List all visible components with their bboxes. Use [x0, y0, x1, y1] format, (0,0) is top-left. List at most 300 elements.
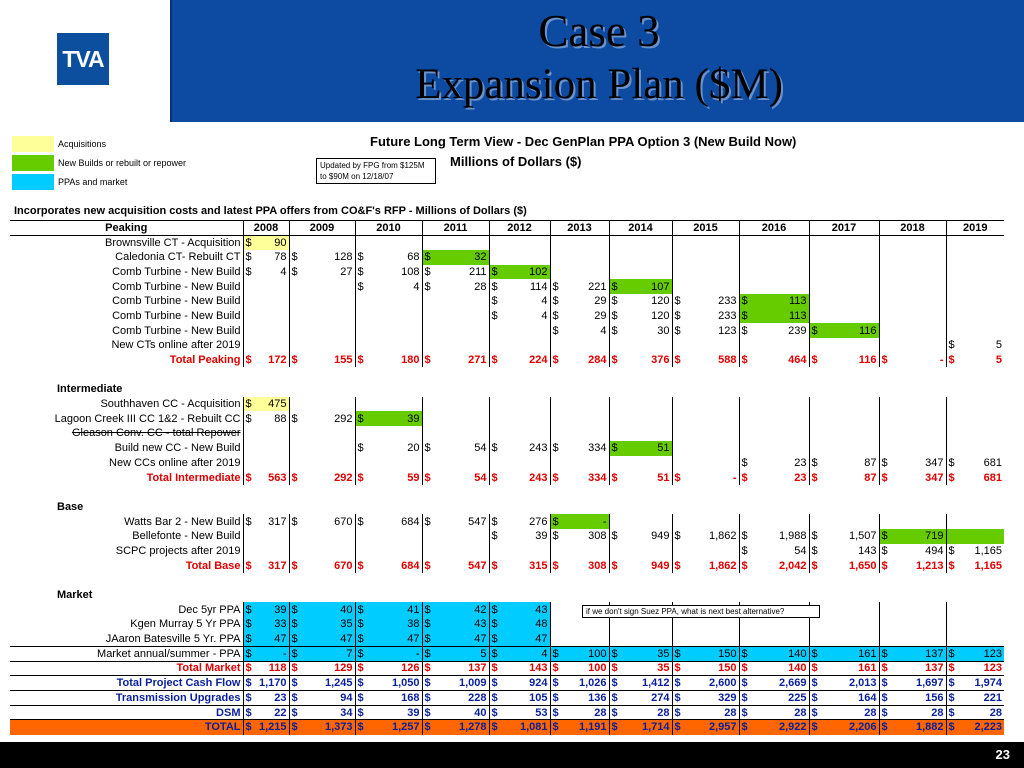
value-cell: 123	[718, 324, 737, 337]
value-cell: 334	[588, 442, 607, 455]
value-cell	[893, 617, 946, 632]
dollar-sign	[550, 617, 564, 632]
value-cell: 271	[468, 354, 487, 367]
value-cell: 140	[753, 661, 809, 676]
dollar-sign: $	[289, 558, 303, 573]
value-cell	[753, 411, 809, 426]
dollar-sign	[946, 411, 960, 426]
dollar-sign: $	[422, 676, 436, 691]
slide-footer	[0, 742, 1024, 768]
dollar-sign	[879, 235, 893, 250]
dollar-sign	[739, 632, 753, 647]
value-cell: 4	[541, 309, 548, 322]
value-cell	[753, 279, 809, 294]
dollar-sign	[672, 514, 686, 529]
value-cell	[564, 456, 609, 471]
value-cell: 1,165	[974, 544, 1003, 557]
dollar-sign: $	[355, 705, 369, 720]
dollar-sign: $	[946, 353, 960, 368]
dollar-sign	[355, 309, 369, 324]
value-cell: 2,669	[753, 676, 809, 691]
dollar-sign: $	[672, 646, 686, 661]
value-cell: 5	[995, 339, 1003, 352]
value-cell: 1,215	[257, 720, 289, 735]
dollar-sign: $	[355, 470, 369, 485]
value-cell	[369, 309, 422, 324]
value-cell	[503, 411, 550, 426]
value-cell: 113	[753, 294, 809, 309]
value-cell: -	[564, 514, 609, 529]
dollar-sign	[672, 338, 686, 353]
dollar-sign: $	[422, 661, 436, 676]
dollar-sign: $	[609, 441, 623, 456]
dollar-sign	[243, 323, 257, 338]
section-label: Market	[57, 589, 93, 602]
value-cell: 28	[823, 705, 879, 720]
value-cell: 40	[436, 705, 489, 720]
value-cell: 274	[623, 691, 672, 706]
value-cell	[893, 323, 946, 338]
value-cell: 315	[529, 559, 548, 572]
row-label: Southhaven CC - Acquisition	[100, 398, 241, 411]
value-cell: 20	[407, 442, 420, 455]
dollar-sign: $	[289, 646, 303, 661]
value-cell: -	[939, 354, 944, 367]
value-cell	[369, 323, 422, 338]
value-cell: 120	[651, 295, 670, 308]
value-cell	[257, 279, 289, 294]
dollar-sign	[289, 544, 303, 559]
header-cell-year: 2017	[809, 221, 879, 236]
dollar-sign	[879, 514, 893, 529]
dollar-sign	[609, 426, 623, 441]
dollar-sign: $	[355, 646, 369, 661]
dollar-sign: $	[609, 661, 623, 676]
table-units: Millions of Dollars ($)	[450, 154, 582, 169]
value-cell	[893, 514, 946, 529]
dollar-sign	[739, 397, 753, 412]
dollar-sign: $	[809, 544, 823, 559]
total-row	[10, 470, 1004, 485]
value-cell	[303, 529, 355, 544]
value-cell	[823, 338, 879, 353]
value-cell	[436, 397, 489, 412]
dollar-sign: $	[489, 441, 503, 456]
dollar-sign	[550, 397, 564, 412]
value-cell	[623, 397, 672, 412]
value-cell	[823, 632, 879, 647]
value-cell: 53	[503, 705, 550, 720]
dollar-sign: $	[550, 720, 564, 735]
value-cell: 128	[334, 251, 353, 264]
dollar-sign	[609, 456, 623, 471]
legend-item-acquisitions	[12, 136, 106, 152]
dollar-sign: $	[809, 323, 823, 338]
summary-row	[10, 705, 1004, 720]
dollar-sign: $	[672, 720, 686, 735]
value-cell	[893, 279, 946, 294]
value-cell	[823, 397, 879, 412]
value-cell	[564, 235, 609, 250]
value-cell	[436, 309, 489, 324]
value-cell: 29	[594, 309, 607, 322]
value-cell: 1,697	[893, 676, 946, 691]
dollar-sign: $	[879, 353, 893, 368]
value-cell	[303, 294, 355, 309]
dollar-sign: $	[879, 705, 893, 720]
value-cell	[436, 323, 489, 338]
dollar-sign	[489, 235, 503, 250]
dollar-sign: $	[879, 456, 893, 471]
value-cell	[257, 338, 289, 353]
value-cell	[960, 411, 1004, 426]
value-cell: 39	[257, 602, 289, 617]
dollar-sign	[809, 250, 823, 265]
value-cell: 156	[893, 691, 946, 706]
value-cell	[893, 602, 946, 617]
dollar-sign	[609, 338, 623, 353]
header-cell-year: 2008	[243, 221, 289, 236]
dollar-sign	[550, 265, 564, 280]
dollar-sign: $	[422, 250, 436, 265]
dollar-sign: $	[489, 353, 503, 368]
value-cell: 221	[960, 691, 1004, 706]
dollar-sign	[550, 602, 564, 617]
dollar-sign: $	[672, 353, 686, 368]
dollar-sign	[946, 426, 960, 441]
dollar-sign: $	[550, 294, 564, 309]
dollar-sign: $	[289, 250, 303, 265]
value-cell	[564, 544, 609, 559]
value-cell	[436, 235, 489, 250]
value-cell: 100	[564, 661, 609, 676]
dollar-sign: $	[809, 646, 823, 661]
dollar-sign	[550, 338, 564, 353]
value-cell	[503, 456, 550, 471]
value-cell	[369, 235, 422, 250]
value-cell: 90	[257, 235, 289, 250]
dollar-sign	[809, 397, 823, 412]
value-cell: 1,714	[623, 720, 672, 735]
value-cell: 118	[257, 661, 289, 676]
dollar-sign	[243, 441, 257, 456]
header-cell-year: 2010	[355, 221, 422, 236]
dollar-sign: $	[672, 309, 686, 324]
dollar-sign	[243, 426, 257, 441]
dollar-sign: $	[550, 441, 564, 456]
legend-label: PPAs and market	[58, 177, 128, 187]
value-cell: 1,650	[849, 559, 877, 572]
value-cell: 155	[334, 354, 353, 367]
dollar-sign: $	[946, 661, 960, 676]
value-cell: 129	[303, 661, 355, 676]
value-cell	[564, 250, 609, 265]
value-cell	[960, 294, 1004, 309]
value-cell: 547	[468, 559, 487, 572]
dollar-sign	[946, 250, 960, 265]
value-cell: 54	[474, 442, 487, 455]
value-cell: 43	[436, 617, 489, 632]
dollar-sign: $	[355, 353, 369, 368]
dollar-sign: $	[489, 309, 503, 324]
dollar-sign: $	[550, 529, 564, 544]
dollar-sign	[672, 426, 686, 441]
dollar-sign	[739, 411, 753, 426]
row-label: Brownsville CT - Acquisition	[104, 236, 241, 249]
value-cell: 547	[468, 515, 487, 528]
dollar-sign	[550, 426, 564, 441]
value-cell	[753, 235, 809, 250]
dollar-sign: $	[550, 323, 564, 338]
row-label: Lagoon Creek III CC 1&2 - Rebuilt CC	[54, 412, 241, 425]
dollar-sign	[672, 397, 686, 412]
dollar-sign: $	[879, 470, 893, 485]
dollar-sign	[355, 426, 369, 441]
value-cell	[893, 265, 946, 280]
header-cell-year: 2015	[672, 221, 739, 236]
dollar-sign: $	[289, 632, 303, 647]
dollar-sign: $	[489, 558, 503, 573]
dollar-sign: $	[550, 646, 564, 661]
dollar-sign	[946, 617, 960, 632]
dollar-sign	[422, 294, 436, 309]
dollar-sign: $	[289, 514, 303, 529]
section-header-row	[10, 382, 1004, 397]
value-cell: 34	[303, 705, 355, 720]
value-cell: 39	[535, 530, 548, 543]
dollar-sign	[879, 441, 893, 456]
value-cell	[369, 426, 422, 441]
row-label: Kgen Murray 5 Yr PPA	[130, 618, 241, 631]
dollar-sign: $	[609, 309, 623, 324]
blank-row	[10, 485, 1004, 500]
dollar-sign: $	[489, 720, 503, 735]
dollar-sign: $	[672, 294, 686, 309]
dollar-sign	[550, 456, 564, 471]
value-cell: 684	[401, 515, 420, 528]
value-cell: 120	[651, 309, 670, 322]
value-cell: 334	[588, 471, 607, 484]
dollar-sign: $	[946, 705, 960, 720]
dollar-sign: $	[289, 676, 303, 691]
value-cell: 68	[407, 251, 420, 264]
value-cell	[960, 235, 1004, 250]
dollar-sign	[809, 279, 823, 294]
header-cell-year: 2011	[422, 221, 489, 236]
dollar-sign	[355, 338, 369, 353]
value-cell: 114	[529, 280, 548, 293]
value-cell	[823, 279, 879, 294]
value-cell: 7	[303, 646, 355, 661]
dollar-sign	[672, 456, 686, 471]
dollar-sign: $	[550, 470, 564, 485]
row-label: Comb Turbine - New Build	[112, 309, 241, 322]
dollar-sign	[243, 309, 257, 324]
value-cell: 43	[503, 602, 550, 617]
value-cell: 87	[864, 456, 877, 469]
dollar-sign: $	[809, 456, 823, 471]
dollar-sign: $	[243, 646, 257, 661]
dollar-sign	[289, 323, 303, 338]
value-cell: 284	[588, 354, 607, 367]
dollar-sign: $	[422, 441, 436, 456]
dollar-sign: $	[289, 470, 303, 485]
value-cell: 161	[823, 646, 879, 661]
dollar-sign	[422, 309, 436, 324]
table-row	[10, 265, 1004, 280]
dollar-sign: $	[422, 720, 436, 735]
dollar-sign	[809, 514, 823, 529]
dollar-sign	[672, 617, 686, 632]
dollar-sign: $	[243, 691, 257, 706]
row-label: Comb Turbine - New Build	[112, 265, 241, 278]
value-cell	[686, 235, 739, 250]
value-cell: 22	[257, 705, 289, 720]
dollar-sign	[809, 265, 823, 280]
dollar-sign	[609, 265, 623, 280]
value-cell: 41	[369, 602, 422, 617]
value-cell: 924	[503, 676, 550, 691]
value-cell: 116	[858, 354, 877, 367]
dollar-sign: $	[355, 558, 369, 573]
dollar-sign: $	[289, 353, 303, 368]
dollar-sign: $	[355, 720, 369, 735]
dollar-sign	[609, 514, 623, 529]
dollar-sign	[489, 338, 503, 353]
value-cell	[753, 426, 809, 441]
value-cell: 35	[303, 617, 355, 632]
value-cell: 150	[686, 661, 739, 676]
row-label: Watts Bar 2 - New Build	[124, 515, 241, 528]
dollar-sign	[355, 544, 369, 559]
value-cell: 308	[588, 559, 607, 572]
dollar-sign	[809, 294, 823, 309]
value-cell: 2,206	[823, 720, 879, 735]
dollar-sign: $	[672, 558, 686, 573]
value-cell	[893, 309, 946, 324]
dollar-sign	[550, 544, 564, 559]
value-cell: 105	[503, 691, 550, 706]
value-cell	[623, 632, 672, 647]
dollar-sign: $	[243, 602, 257, 617]
value-cell	[303, 544, 355, 559]
dollar-sign: $	[355, 691, 369, 706]
dollar-sign: $	[422, 705, 436, 720]
value-cell	[960, 309, 1004, 324]
value-cell: 180	[401, 354, 420, 367]
slide-header	[0, 0, 1024, 122]
value-cell	[436, 426, 489, 441]
value-cell: 40	[303, 602, 355, 617]
table-header-row	[10, 221, 1004, 236]
dollar-sign	[739, 514, 753, 529]
value-cell	[893, 250, 946, 265]
dollar-sign	[739, 426, 753, 441]
value-cell: 172	[268, 354, 287, 367]
value-cell	[503, 397, 550, 412]
dollar-sign: $	[809, 353, 823, 368]
value-cell	[369, 456, 422, 471]
section-label: Intermediate	[57, 383, 123, 396]
dollar-sign	[879, 617, 893, 632]
table-row	[10, 632, 1004, 647]
dollar-sign: $	[672, 323, 686, 338]
legend-swatch	[12, 174, 54, 190]
dollar-sign	[609, 632, 623, 647]
value-cell	[823, 411, 879, 426]
value-cell: 47	[503, 632, 550, 647]
dollar-sign: $	[946, 470, 960, 485]
table-row	[10, 617, 1004, 632]
expansion-plan-table	[10, 220, 1004, 735]
value-cell: 113	[753, 309, 809, 324]
legend-item-ppas	[12, 174, 127, 190]
dollar-sign: $	[672, 705, 686, 720]
value-cell: 1,974	[960, 676, 1004, 691]
dollar-sign: $	[609, 720, 623, 735]
value-cell: 681	[983, 471, 1003, 484]
value-cell	[686, 411, 739, 426]
value-cell: 4	[600, 324, 607, 337]
dollar-sign: $	[243, 397, 257, 412]
value-cell: -	[257, 646, 289, 661]
value-cell	[564, 397, 609, 412]
value-cell: 225	[753, 691, 809, 706]
slide-title: Case 3	[538, 6, 660, 56]
dollar-sign: $	[243, 411, 257, 426]
value-cell: 23	[794, 456, 807, 469]
value-cell	[753, 397, 809, 412]
dollar-sign	[243, 294, 257, 309]
row-label: Total Market	[10, 661, 243, 676]
dollar-sign	[609, 397, 623, 412]
value-cell	[303, 441, 355, 456]
value-cell: 1,862	[709, 530, 737, 543]
dollar-sign	[739, 265, 753, 280]
value-cell: 28	[893, 705, 946, 720]
dollar-sign	[289, 529, 303, 544]
value-cell	[436, 529, 489, 544]
dollar-sign	[879, 397, 893, 412]
dollar-sign: $	[355, 250, 369, 265]
value-cell: 28	[474, 280, 487, 293]
dollar-sign: $	[489, 265, 503, 280]
value-cell: 23	[257, 691, 289, 706]
value-cell	[753, 617, 809, 632]
value-cell	[257, 441, 289, 456]
dollar-sign	[809, 441, 823, 456]
dollar-sign: $	[489, 676, 503, 691]
dollar-sign: $	[355, 676, 369, 691]
value-cell	[686, 456, 739, 471]
dollar-sign	[879, 279, 893, 294]
value-cell: 94	[303, 691, 355, 706]
value-cell: 27	[340, 265, 353, 278]
value-cell: 317	[268, 515, 287, 528]
value-cell: 168	[369, 691, 422, 706]
dollar-sign: $	[550, 309, 564, 324]
dollar-sign	[879, 602, 893, 617]
row-label: Gleason Conv. CC - total Repower	[71, 427, 241, 440]
value-cell	[257, 529, 289, 544]
header-cell-year: 2016	[739, 221, 809, 236]
dollar-sign	[289, 338, 303, 353]
dollar-sign: $	[550, 676, 564, 691]
table-row	[10, 235, 1004, 250]
dollar-sign	[946, 235, 960, 250]
dollar-sign: $	[946, 676, 960, 691]
dollar-sign: $	[609, 323, 623, 338]
